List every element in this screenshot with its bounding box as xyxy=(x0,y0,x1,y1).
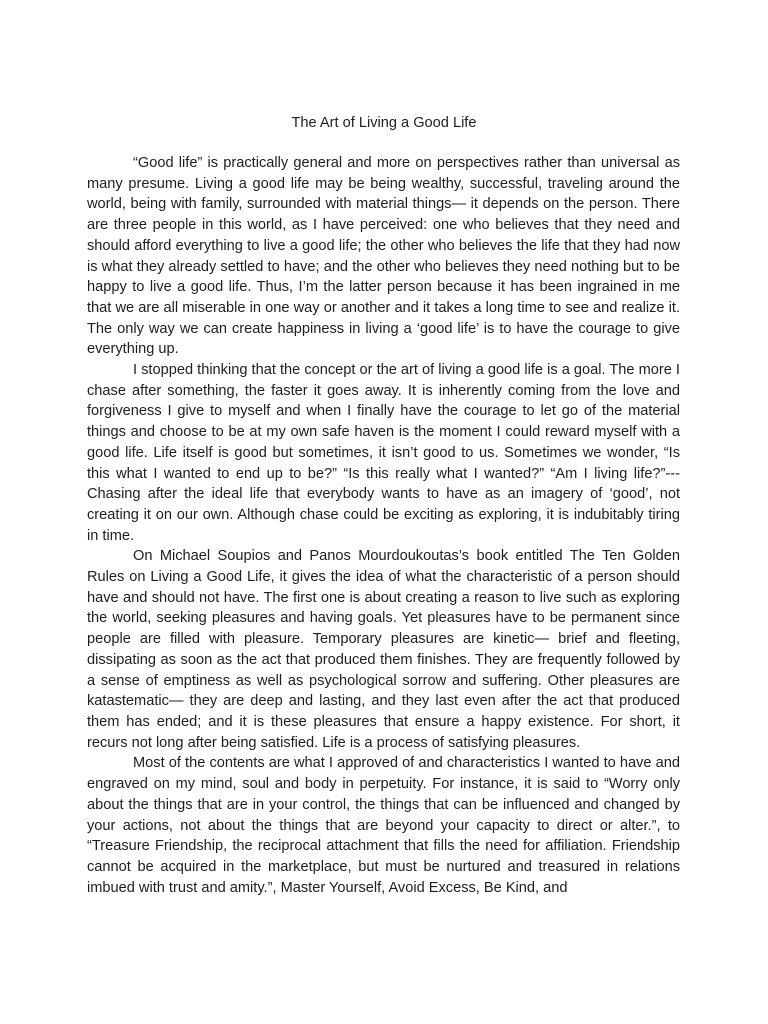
document-body xyxy=(87,153,680,898)
paragraph-1: “Good life” is practically general and more on perspectives rather than universal as many presume. Living a good life may be being wealthy, successful, traveling around the world, being with family, surrounded with material things— it depends on the person. There are three people in this world, as I have perceived: one who believes that they need and should afford everything to live a good life; the other who believes the life that they had now is what they already settled to have; and the other who believes they need nothing but to be happy to live a good life. Thus, I’m the latter person because it has been ingrained in me that we are all miserable in one way or another and it takes a long time to see and realize it. The only way we can create happiness in living a ‘good life’ is to have the courage to give everything up. xyxy=(87,155,680,358)
paragraph-4: Most of the contents are what I approved of and characteristics I wanted to have and engraved on my mind, soul and body in perpetuity. For instance, it is said to “Worry only about the things that are in your control, the things that can be influenced and changed by your actions, not about the things that are beyond your capacity to direct or alter.”, to “Treasure Friendship, the reciprocal attachment that fills the need for affiliation. Friendship cannot be acquired in the marketplace, but must be nurtured and treasured in relations imbued with trust and amity.”, Master Yourself, Avoid Excess, Be Kind, and xyxy=(87,755,680,896)
paragraph-2: I stopped thinking that the concept or the art of living a good life is a goal. The more I chase after something, the faster it goes away. It is inherently coming from the love and forgiveness I give to myself and when I finally have the courage to let go of the material things and choose to be at my own safe haven is the moment I could reward myself with a good life. Life itself is good but sometimes, it isn’t good to us. Sometimes we wonder, “Is this what I wanted to end up to be?” “Is this really what I wanted?” “Am I living life?”--- Chasing after the ideal life that everybody wants to have as an imagery of ‘good’, not creating it on our own. Although chase could be exciting as exploring, it is indubitably tiring in time. xyxy=(87,362,680,544)
document-title: The Art of Living a Good Life xyxy=(291,115,477,131)
paragraph-3: On Michael Soupios and Panos Mourdoukoutas’s book entitled The Ten Golden Rules on Living a Good Life, it gives the idea of what the characteristic of a person should have and should not have. The first one is about creating a reason to live such as exploring the world, seeking pleasures and having goals. Yet pleasures have to be permanent since people are filled with pleasure. Temporary pleasures are kinetic— brief and fleeting, dissipating as soon as the act that produced them finishes. They are frequently followed by a sense of emptiness as well as psychological sorrow and suffering. Other pleasures are katastematic— they are deep and lasting, and they last even after the act that produced them has ended; and it is these pleasures that ensure a happy existence. For short, it recurs not long after being satisfied. Life is a process of satisfying pleasures. xyxy=(87,548,680,751)
